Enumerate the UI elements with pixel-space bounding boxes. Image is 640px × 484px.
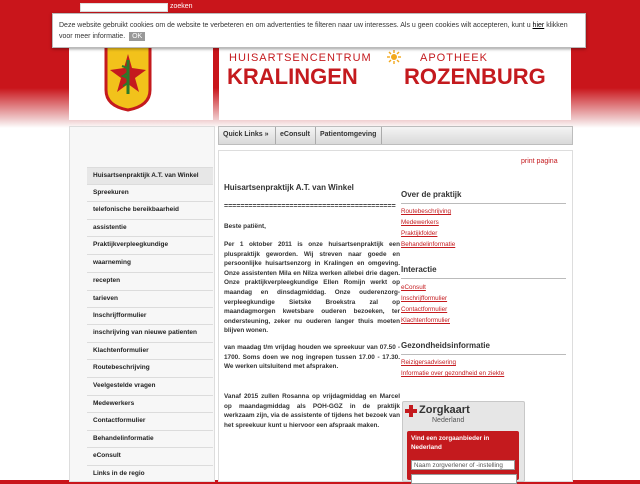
top-navbar (218, 126, 573, 145)
sidebar-item-assistentie[interactable] (87, 219, 213, 236)
link-medewerkers[interactable]: Medewerkers (401, 219, 439, 226)
sidebar-item-label: tarieven (93, 295, 118, 302)
link-econsult[interactable]: eConsult (401, 284, 426, 291)
sidebar-item-label: Spreekuren (93, 189, 129, 196)
sidebar-item-waarneming[interactable] (87, 254, 213, 271)
sidebar-item-recepten[interactable] (87, 272, 213, 289)
sidebar-item-spreekuren[interactable] (87, 184, 213, 201)
link-praktijkfolder[interactable]: Praktijkfolder (401, 230, 438, 237)
nav-divider (381, 127, 382, 144)
sidebar-item-econsult[interactable] (87, 447, 213, 464)
sidebar-item-inschrijfformulier[interactable] (87, 307, 213, 324)
zorgkaart-logo: Zorgkaart (419, 404, 470, 416)
zorgkaart-plus-icon (405, 405, 417, 417)
sidebar-item-links[interactable] (87, 465, 213, 482)
cookie-more-link[interactable]: hier (532, 22, 545, 29)
nav-divider (275, 127, 276, 144)
section-title-over: Over de praktijk (401, 190, 462, 199)
zorgkaart-location-input[interactable] (411, 474, 517, 484)
sidebar-item-contactformulier[interactable] (87, 412, 213, 429)
paragraph-3: Vanaf 2015 zullen Rosanna op vrijdagmiddag en Marcel op maandagmiddag als POH-GGZ in de praktijk werkzaam zijn, via de assistente of tijdens het bezoek van het spreekuur kunt u hiervoor een afspraak maken. (224, 393, 400, 429)
sidebar-item-label: Behandelinformatie (93, 435, 154, 442)
sidebar-item-label: Inschrijfformulier (93, 312, 147, 319)
cookie-text: Deze website gebruikt cookies om de website te verbeteren en om advertenties te filteren naar uw interesses. Als u geen cookies wilt accepteren, kunt u (59, 22, 531, 29)
sidebar-item-label: eConsult (93, 452, 121, 459)
paragraph-2: van maadag t/m vrijdag houden we spreekuur van 07.50 - 1700. Soms doen we nog ingrepen tussen 17.00 - 17.30. We werken uitsluitend met afspraken. (224, 344, 400, 371)
sidebar-item-label: inschrijving van nieuwe patienten (93, 329, 198, 336)
link-gezondheidsinfo[interactable]: Informatie over gezondheid en ziekte (401, 370, 505, 377)
link-klachtenformulier[interactable]: Klachtenformulier (401, 317, 450, 324)
link-routebeschrijving[interactable]: Routebeschrijving (401, 208, 452, 215)
search-input[interactable] (80, 3, 168, 12)
page-title: Huisartsenpraktijk A.T. van Winkel (224, 183, 354, 192)
link-contactformulier[interactable]: Contactformulier (401, 306, 448, 313)
sidebar-item-label: Contactformulier (93, 417, 146, 424)
sidebar-item-klachtenformulier[interactable] (87, 342, 213, 359)
banner-small-right: APOTHEEK (420, 52, 488, 64)
sidebar-item-label: Medewerkers (93, 400, 135, 407)
sidebar-item-tarieven[interactable] (87, 290, 213, 307)
paragraph-1: Per 1 oktober 2011 is onze huisartsenpraktijk een pluspraktijk geworden. Wij streven naar goede en persoonlijke huisartsenzorg in Kralingen en omgeving. Onze assistenten Mila en Nilza werken allebei drie dagen. Onze praktijkverpleegkundige Ellen Romijn werkt op maandag en dinsdagmiddag. Onze ouderenzorg-verpleegkundige Sietske Broekstra zal op maandagmorgen kwetsbare ouderen bezoeken, ter ondersteuning, zeker nu ouderen langer thuis moeten blijven wonen. (224, 241, 400, 335)
section-divider (401, 203, 566, 204)
sidebar-item-label: Klachtenformulier (93, 347, 149, 354)
banner-big-left: KRALINGEN (227, 64, 358, 89)
sidebar-item-routebeschrijving[interactable] (87, 359, 213, 376)
link-inschrijfformulier[interactable]: Inschrijfformulier (401, 295, 448, 302)
print-link[interactable]: print pagina (521, 158, 558, 165)
sidebar-item-label: recepten (93, 277, 121, 284)
sidebar-item-label: waarneming (93, 259, 131, 266)
section-divider (401, 354, 566, 355)
zorgkaart-subtitle: Nederland (432, 417, 465, 424)
link-behandelinformatie[interactable]: Behandelinformatie (401, 241, 456, 248)
cookie-text-block (59, 20, 579, 42)
sidebar-item-behandelinformatie[interactable] (87, 430, 213, 447)
sidebar-item-label: Huisartsenpraktijk A.T. van Winkel (93, 172, 199, 179)
zorgkaart-search-input[interactable]: Naam zorgverlener of -instelling (411, 460, 515, 470)
section-divider (401, 278, 566, 279)
nav-quick-links[interactable]: Quick Links » (223, 131, 269, 138)
sidebar-item-label: assistentie (93, 224, 127, 231)
greeting: Beste patiënt, (224, 223, 266, 230)
sidebar-item-label: Links in de regio (93, 470, 145, 477)
sidebar-item-praktijkverpleegkundige[interactable] (87, 236, 213, 253)
cookie-banner (52, 13, 586, 48)
banner-small-left: HUISARTSENCENTRUM (229, 52, 372, 64)
link-reizigersadvisering[interactable]: Reizigersadvisering (401, 359, 456, 366)
sidebar-item-medewerkers[interactable] (87, 395, 213, 412)
sidebar-item-label: Veelgestelde vragen (93, 382, 156, 389)
sidebar-menu (69, 126, 215, 482)
nav-patientomgeving[interactable]: Patientomgeving (320, 131, 377, 138)
sidebar-item-veelgestelde-vragen[interactable] (87, 377, 213, 394)
section-title-interactie: Interactie (401, 265, 437, 274)
section-title-gezondheid: Gezondheidsinformatie (401, 341, 490, 350)
sidebar-item-huisartsenpraktijk[interactable] (87, 167, 213, 184)
coat-of-arms-logo (104, 44, 152, 112)
sidebar-item-bereikbaarheid[interactable] (87, 201, 213, 218)
cookie-text-2: klikken voor meer informatie. (59, 22, 568, 40)
nav-econsult[interactable]: eConsult (280, 131, 310, 138)
search-button[interactable]: zoeken (170, 3, 193, 10)
sun-icon (387, 50, 401, 64)
sidebar-item-label: Praktijkverpleegkundige (93, 241, 169, 248)
separator-line: ========================================== (224, 203, 396, 210)
sidebar-item-inschrijving[interactable] (87, 324, 213, 341)
cookie-ok-button[interactable]: OK (129, 32, 145, 41)
banner-big-right: ROZENBURG (404, 64, 546, 89)
zorgkaart-cta: Vind een zorgaanbieder in Nederland (411, 435, 490, 451)
sidebar-item-label: telefonische bereikbaarheid (93, 206, 179, 213)
nav-divider (315, 127, 316, 144)
sidebar-item-label: Routebeschrijving (93, 364, 150, 371)
